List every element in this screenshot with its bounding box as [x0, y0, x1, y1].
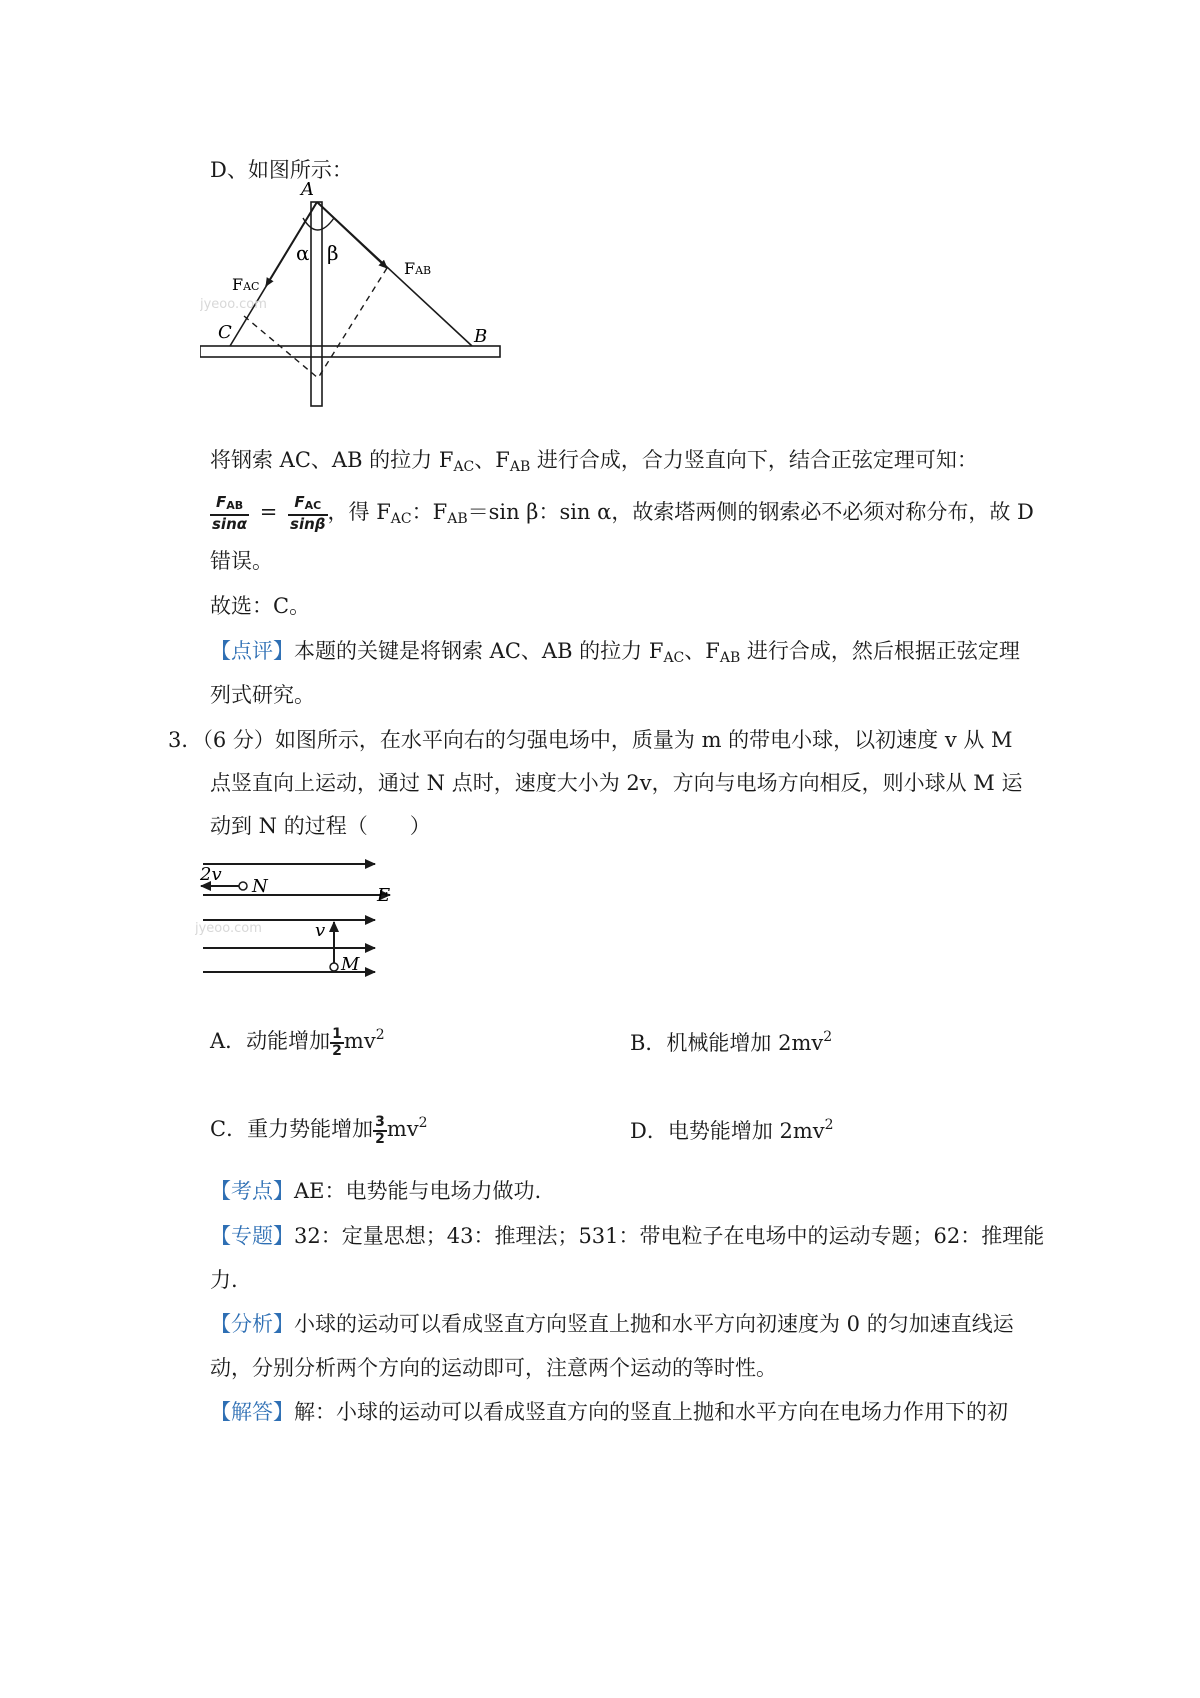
label-v: v: [315, 920, 326, 941]
kaodian-line: 【考点】AE：电势能与电场力做功.: [210, 1179, 542, 1203]
zhuanti-line-1: 【专题】32：定量思想；43：推理法；531：带电粒子在电场中的运动专题；62：推理能: [210, 1224, 1045, 1248]
dashed-line-2: [318, 268, 387, 378]
comment-tag: 【点评】: [210, 639, 294, 663]
label-alpha: α: [296, 241, 310, 265]
fraction-fac-sinbeta: $\frac{F_{AC}}{\sin\beta}$: [290, 493, 326, 533]
paragraph-wrong: 错误。: [210, 549, 273, 573]
option-d-heading: D、如图所示：: [210, 158, 353, 182]
point-n: [239, 882, 247, 890]
label-fac: FAC: [232, 275, 260, 294]
angle-arc: [303, 218, 334, 230]
option-b: B．机械能增加 $2mv^2$: [630, 1029, 833, 1055]
jieda-tag: 【解答】: [210, 1400, 294, 1424]
option-a: A．动能增加 $\frac{1}{2}$ $mv^2$: [210, 1025, 385, 1059]
label-a: A: [301, 179, 314, 200]
question-3-line-1: 3．（6 分）如图所示，在水平向右的匀强电场中，质量为 m 的带电小球，以初速度 v 从 M: [168, 728, 1013, 752]
option-c: C．重力势能增加 $\frac{3}{2}$ $mv^2$: [210, 1113, 428, 1147]
label-2v: 2v: [200, 864, 222, 885]
watermark: jyeoo.com: [195, 921, 262, 936]
label-n: N: [252, 876, 268, 897]
label-m: M: [341, 954, 360, 975]
label-c: C: [218, 322, 232, 343]
kaodian-tag: 【考点】: [210, 1179, 294, 1203]
fraction-fab-sinalpha: $\frac{F_{AB}}{\sin\alpha}$: [212, 493, 248, 533]
watermark: jyeoo.com: [200, 297, 267, 312]
label-b: B: [474, 326, 488, 347]
fenxi-tag: 【分析】: [210, 1312, 294, 1336]
comment-line-1: 【点评】本题的关键是将钢索 AC、AB 的拉力 $F_{AC}$、$F_{AB}$ 进行合成，然后根据正弦定理: [210, 639, 1020, 666]
jieda-line-1: 【解答】解：小球的运动可以看成竖直方向的竖直上抛和水平方向在电场力作用下的初: [210, 1400, 1008, 1424]
option-d: D．电势能增加 $2mv^2$: [630, 1117, 834, 1143]
zhuanti-tag: 【专题】: [210, 1224, 294, 1248]
sine-rule-formula: $\frac{F_{AB}}{\sin\alpha}$ = $\frac{F_{AC}}{\sin\beta}$ ，得 $F_{AC}$：$F_{AB}=\sin$ β：sin α，故索塔两侧的钢索必不必须对称分布，故 D: [212, 493, 1034, 533]
question-3-line-2: 点竖直向上运动，通过 N 点时，速度大小为 2v，方向与电场方向相反，则小球从 M 运: [210, 771, 1023, 795]
point-m: [330, 963, 338, 971]
paragraph-combine-forces: 将钢索 AC、AB 的拉力 $F_{AC}$、$F_{AB}$ 进行合成，合力竖直向下，结合正弦定理可知：: [210, 448, 978, 475]
cable-tower-diagram: [200, 178, 520, 410]
zhuanti-line-2: 力.: [210, 1268, 238, 1292]
paragraph-choice: 故选：C。: [210, 594, 311, 618]
question-3-line-3: 动到 N 的过程（ ）: [210, 814, 431, 838]
label-e: E: [377, 885, 391, 906]
fenxi-line-1: 【分析】小球的运动可以看成竖直方向竖直上抛和水平方向初速度为 0 的匀加速直线运: [210, 1312, 1014, 1336]
electric-field-diagram: [195, 850, 415, 990]
fenxi-line-2: 动，分别分析两个方向的运动即可，注意两个运动的等时性。: [210, 1356, 777, 1380]
bridge-deck: [200, 346, 500, 357]
dashed-line-1: [244, 316, 318, 378]
fraction-one-half: $\frac{1}{2}$: [332, 1025, 342, 1059]
comment-line-2: 列式研究。: [210, 683, 315, 707]
label-fab: FAB: [404, 259, 432, 278]
fraction-three-halves: $\frac{3}{2}$: [375, 1113, 385, 1147]
label-beta: β: [327, 241, 339, 265]
